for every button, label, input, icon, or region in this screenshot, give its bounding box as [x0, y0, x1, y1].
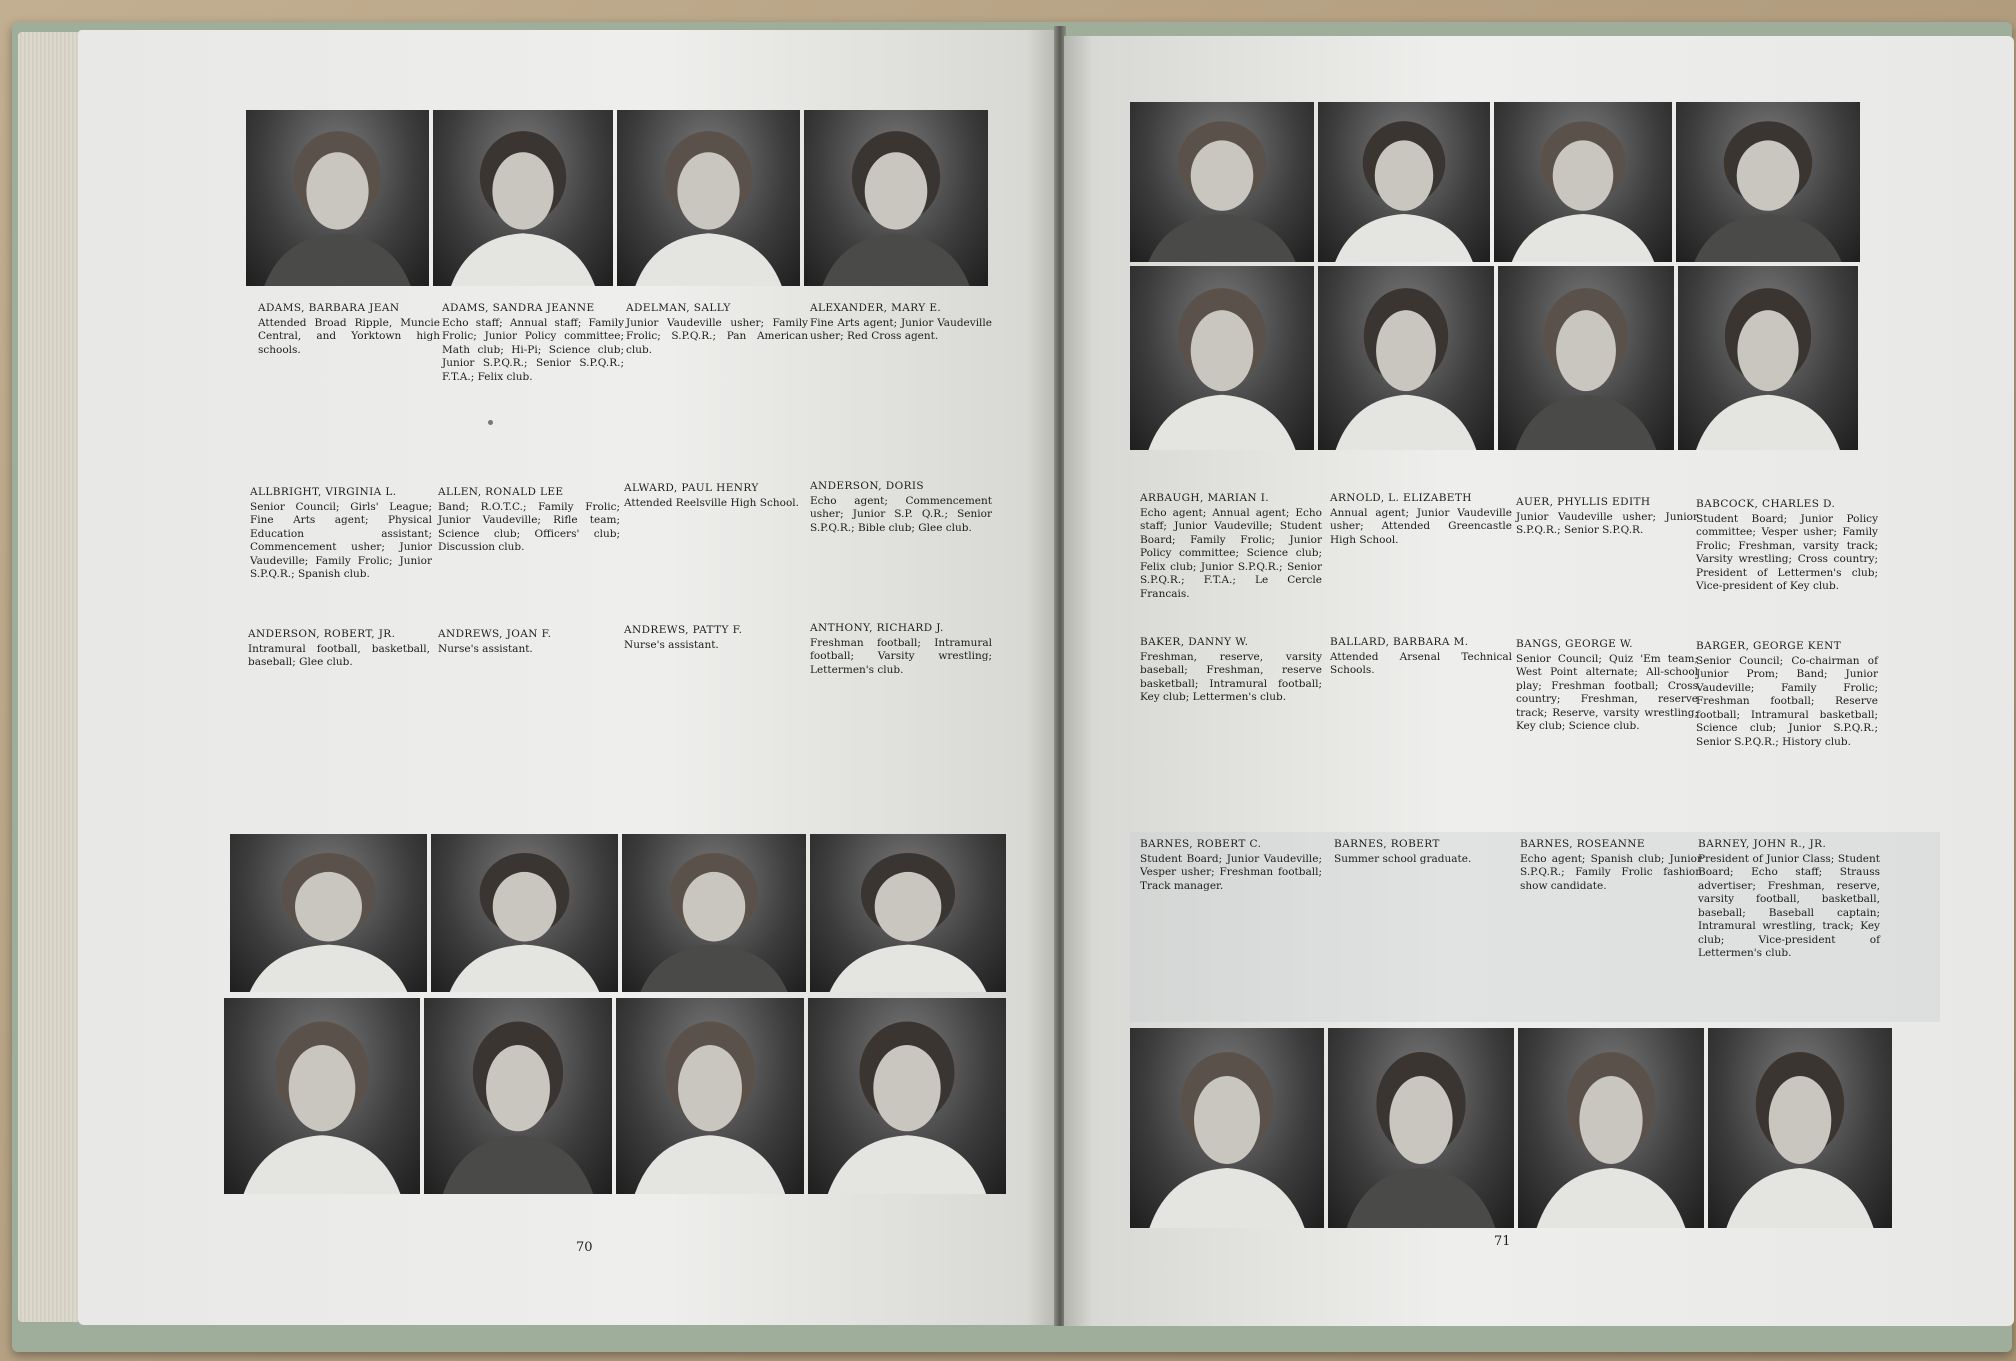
shoulders-shape	[1512, 214, 1654, 262]
student-activities: Senior Council; Quiz 'Em team; West Point alternate; All-school play; Freshman football; Cross country; Freshman, reserve track; Reserve, varsity wrestling; Key club; Science club.	[1516, 652, 1698, 732]
portrait-photo	[804, 110, 988, 286]
student-name: ANDREWS, JOAN F.	[438, 628, 552, 640]
shoulders-shape	[1696, 395, 1840, 450]
student-entry	[1696, 498, 1878, 594]
student-activities: Nurse's assistant.	[438, 642, 533, 655]
student-activities: Echo agent; Commencement usher; Junior S.P. Q.R.; Senior S.P.Q.R.; Bible club; Glee club.	[810, 494, 992, 534]
portrait-photo	[424, 998, 612, 1194]
face-shape	[683, 872, 746, 942]
speck	[488, 420, 493, 425]
portrait-silhouette	[804, 110, 988, 286]
face-shape	[865, 152, 928, 229]
face-shape	[1376, 310, 1436, 391]
student-entry	[810, 480, 992, 535]
portrait-photo	[431, 834, 618, 992]
face-shape	[306, 152, 368, 229]
face-shape	[486, 1045, 550, 1131]
portrait-silhouette	[1498, 266, 1674, 450]
face-shape	[1556, 310, 1616, 391]
student-name: BABCOCK, CHARLES D.	[1696, 498, 1836, 510]
face-shape	[1737, 310, 1798, 391]
page-number: 70	[576, 1240, 593, 1255]
student-name: ALLEN, RONALD LEE	[438, 486, 564, 498]
portrait-photo	[1318, 102, 1490, 262]
shoulders-shape	[640, 945, 787, 992]
shoulders-shape	[1148, 214, 1295, 262]
face-shape	[677, 152, 739, 229]
portrait-silhouette	[246, 110, 429, 286]
shoulders-shape	[250, 945, 408, 992]
portrait-photo	[230, 834, 427, 992]
face-shape	[1191, 140, 1254, 210]
portrait-photo	[246, 110, 429, 286]
student-name: ANDERSON, ROBERT, JR.	[248, 628, 396, 640]
student-entry	[1698, 838, 1880, 961]
student-name: BARNEY, JOHN R., JR.	[1698, 838, 1827, 850]
shoulders-shape	[1335, 214, 1473, 262]
portrait-photo	[224, 998, 420, 1194]
portrait-silhouette	[1708, 1028, 1892, 1228]
student-name: ANTHONY, RICHARD J.	[810, 622, 944, 634]
student-name: ADELMAN, SALLY	[626, 302, 731, 314]
portrait-photo	[808, 998, 1006, 1194]
student-entry	[626, 302, 808, 357]
student-activities: Summer school graduate.	[1334, 852, 1472, 865]
student-entry	[442, 302, 624, 384]
portrait-photo	[433, 110, 613, 286]
student-name: ADAMS, BARBARA JEAN	[258, 302, 400, 314]
student-entry	[258, 302, 440, 357]
student-name: ANDREWS, PATTY F.	[624, 624, 743, 636]
portrait-silhouette	[424, 998, 612, 1194]
portrait-silhouette	[1494, 102, 1672, 262]
shoulders-shape	[244, 1135, 401, 1194]
portrait-photo	[1676, 102, 1860, 262]
student-entry	[1334, 838, 1516, 866]
left-page	[78, 30, 1056, 1325]
portrait-photo	[616, 998, 804, 1194]
student-name: BAKER, DANNY W.	[1140, 636, 1249, 648]
face-shape	[1553, 140, 1614, 210]
face-shape	[492, 152, 553, 229]
student-activities: Fine Arts agent; Junior Vaudeville usher; Red Cross agent.	[810, 316, 992, 342]
photo-row-bottom-2	[224, 998, 1006, 1194]
portrait-photo	[617, 110, 800, 286]
student-activities: Freshman football; Intramural football; Varsity wrestling; Lettermen's club.	[810, 636, 992, 676]
portrait-photo	[1708, 1028, 1892, 1228]
portrait-silhouette	[1328, 1028, 1514, 1228]
face-shape	[1191, 310, 1254, 391]
student-activities: Attended Reelsville High School.	[624, 496, 799, 509]
shoulders-shape	[1694, 214, 1841, 262]
student-name: ARNOLD, L. ELIZABETH	[1330, 492, 1472, 504]
face-shape	[678, 1045, 742, 1131]
shoulders-shape	[1148, 395, 1295, 450]
student-entry	[1330, 636, 1512, 678]
student-entry	[438, 628, 620, 656]
student-entry	[624, 482, 806, 510]
portrait-silhouette	[616, 998, 804, 1194]
portrait-silhouette	[1676, 102, 1860, 262]
photo-row-top-1	[1130, 102, 1860, 262]
portrait-silhouette	[431, 834, 618, 992]
student-name: ADAMS, SANDRA JEANNE	[442, 302, 595, 314]
student-entry	[1520, 838, 1702, 893]
portrait-silhouette	[1318, 266, 1494, 450]
portrait-photo	[1130, 102, 1314, 262]
photo-row-bottom	[1130, 1028, 1890, 1228]
shoulders-shape	[822, 233, 969, 286]
shoulders-shape	[1516, 395, 1657, 450]
student-activities: Echo staff; Annual staff; Family Frolic; Junior Policy committee; Math club; Hi-Pi; Science club; Junior S.P.Q.R.; Senior S.P.Q.R.; F.T.A.; Felix club.	[442, 316, 624, 383]
portrait-photo	[1518, 1028, 1704, 1228]
photo-row-top	[246, 110, 988, 286]
student-name: AUER, PHYLLIS EDITH	[1516, 496, 1651, 508]
portrait-photo	[1130, 266, 1314, 450]
portrait-silhouette	[1518, 1028, 1704, 1228]
page-number: 71	[1494, 1234, 1511, 1249]
student-name: BARNES, ROBERT C.	[1140, 838, 1262, 850]
shoulders-shape	[830, 945, 987, 992]
shoulders-shape	[1537, 1168, 1686, 1228]
student-activities: Intramural football, basketball, baseball; Glee club.	[248, 642, 430, 668]
shoulders-shape	[264, 233, 410, 286]
student-activities: Echo agent; Spanish club; Junior S.P.Q.R.; Family Frolic fashion show candidate.	[1520, 852, 1702, 892]
shoulders-shape	[1347, 1168, 1496, 1228]
shoulders-shape	[450, 945, 600, 992]
page-edges	[18, 32, 78, 1322]
portrait-silhouette	[810, 834, 1006, 992]
photo-row-bottom-1	[230, 834, 1008, 992]
student-activities: Echo agent; Annual agent; Echo staff; Junior Vaudeville; Student Board; Family Frolic; Junior Policy committee; Science club; Felix club; Junior S.P.Q.R.; Senior S.P.Q.R.; F.T.A.; Le Cercle Francais.	[1140, 506, 1322, 600]
student-entry	[1140, 838, 1322, 893]
portrait-silhouette	[433, 110, 613, 286]
student-entry	[1516, 638, 1698, 734]
student-entry	[1516, 496, 1698, 538]
photo-row-top-2	[1130, 266, 1860, 450]
portrait-photo	[1678, 266, 1858, 450]
face-shape	[1389, 1076, 1452, 1164]
student-activities: Senior Council; Girls' League; Fine Arts agent; Physical Education assistant; Commencement usher; Junior Vaudeville; Family Frolic; Junior S.P.Q.R.; Spanish club.	[250, 500, 432, 580]
portrait-photo	[1328, 1028, 1514, 1228]
student-activities: Freshman, reserve, varsity baseball; Freshman, reserve basketball; Intramural football; Key club; Lettermen's club.	[1140, 650, 1322, 703]
shoulders-shape	[1149, 1168, 1304, 1228]
student-name: BARNES, ROSEANNE	[1520, 838, 1645, 850]
face-shape	[295, 872, 362, 942]
face-shape	[289, 1045, 356, 1131]
portrait-silhouette	[617, 110, 800, 286]
portrait-photo	[1318, 266, 1494, 450]
portrait-silhouette	[1318, 102, 1490, 262]
student-activities: Attended Arsenal Technical Schools.	[1330, 650, 1512, 676]
face-shape	[1737, 140, 1800, 210]
student-name: ALWARD, PAUL HENRY	[624, 482, 759, 494]
student-name: ANDERSON, DORIS	[810, 480, 925, 492]
right-page	[1064, 36, 2014, 1326]
portrait-silhouette	[808, 998, 1006, 1194]
portrait-photo	[1494, 102, 1672, 262]
student-entry	[1696, 640, 1878, 749]
student-activities: President of Junior Class; Student Board; Echo staff; Strauss advertiser; Freshman, reserve, varsity football, basketball, baseball; Baseball captain; Intramural wrestling, track; Key club; Vice-president of Lettermen's club.	[1698, 852, 1880, 959]
student-activities: Senior Council; Co-chairman of Junior Prom; Band; Junior Vaudeville; Family Frolic; Freshman football; Reserve football; Intramural basketball; Science club; Junior S.P.Q.R.; Senior S.P.Q.R.; History club.	[1696, 654, 1878, 748]
student-name: BARNES, ROBERT	[1334, 838, 1440, 850]
face-shape	[493, 872, 557, 942]
student-entry	[1140, 636, 1322, 705]
student-activities: Band; R.O.T.C.; Family Frolic; Junior Vaudeville; Rifle team; Science club; Officers' club; Discussion club.	[438, 500, 620, 553]
student-name: ALLBRIGHT, VIRGINIA L.	[250, 486, 397, 498]
shoulders-shape	[443, 1135, 593, 1194]
portrait-photo	[1498, 266, 1674, 450]
face-shape	[875, 872, 942, 942]
portrait-silhouette	[1130, 102, 1314, 262]
student-activities: Attended Broad Ripple, Muncie Central, and Yorktown high schools.	[258, 316, 440, 356]
student-activities: Student Board; Junior Policy committee; Vesper usher; Family Frolic; Freshman, varsity track; Varsity wrestling; Cross country; President of Lettermen's club; Vice-president of Key club.	[1696, 512, 1878, 592]
student-entry	[810, 622, 992, 677]
student-name: BALLARD, BARBARA M.	[1330, 636, 1469, 648]
student-entry	[1330, 492, 1512, 547]
portrait-silhouette	[1130, 1028, 1324, 1228]
portrait-silhouette	[1678, 266, 1858, 450]
portrait-silhouette	[622, 834, 806, 992]
student-name: ARBAUGH, MARIAN I.	[1140, 492, 1270, 504]
shoulders-shape	[635, 1135, 785, 1194]
shoulders-shape	[635, 233, 781, 286]
portrait-silhouette	[1130, 266, 1314, 450]
student-activities: Annual agent; Junior Vaudeville usher; Attended Greencastle High School.	[1330, 506, 1512, 546]
face-shape	[1375, 140, 1433, 210]
face-shape	[873, 1045, 940, 1131]
student-entry	[438, 486, 620, 555]
face-shape	[1579, 1076, 1642, 1164]
student-entry	[624, 624, 806, 652]
face-shape	[1769, 1076, 1832, 1164]
portrait-photo	[622, 834, 806, 992]
shoulders-shape	[828, 1135, 986, 1194]
student-activities: Junior Vaudeville usher; Family Frolic; S.P.Q.R.; Pan American club.	[626, 316, 808, 356]
student-name: BANGS, GEORGE W.	[1516, 638, 1634, 650]
student-name: ALEXANDER, MARY E.	[810, 302, 942, 314]
student-name: BARGER, GEORGE KENT	[1696, 640, 1842, 652]
student-activities: Nurse's assistant.	[624, 638, 719, 651]
student-entry	[248, 628, 430, 670]
student-entry	[250, 486, 432, 582]
shoulders-shape	[451, 233, 595, 286]
portrait-photo	[1130, 1028, 1324, 1228]
portrait-silhouette	[230, 834, 427, 992]
student-entry	[1140, 492, 1322, 601]
student-activities: Junior Vaudeville usher; Junior S.P.Q.R.; Senior S.P.Q.R.	[1516, 510, 1698, 536]
portrait-photo	[810, 834, 1006, 992]
student-entry	[810, 302, 992, 344]
student-activities: Student Board; Junior Vaudeville; Vesper usher; Freshman football; Track manager.	[1140, 852, 1322, 892]
portrait-silhouette	[224, 998, 420, 1194]
face-shape	[1194, 1076, 1260, 1164]
shoulders-shape	[1726, 1168, 1873, 1228]
shoulders-shape	[1336, 395, 1477, 450]
